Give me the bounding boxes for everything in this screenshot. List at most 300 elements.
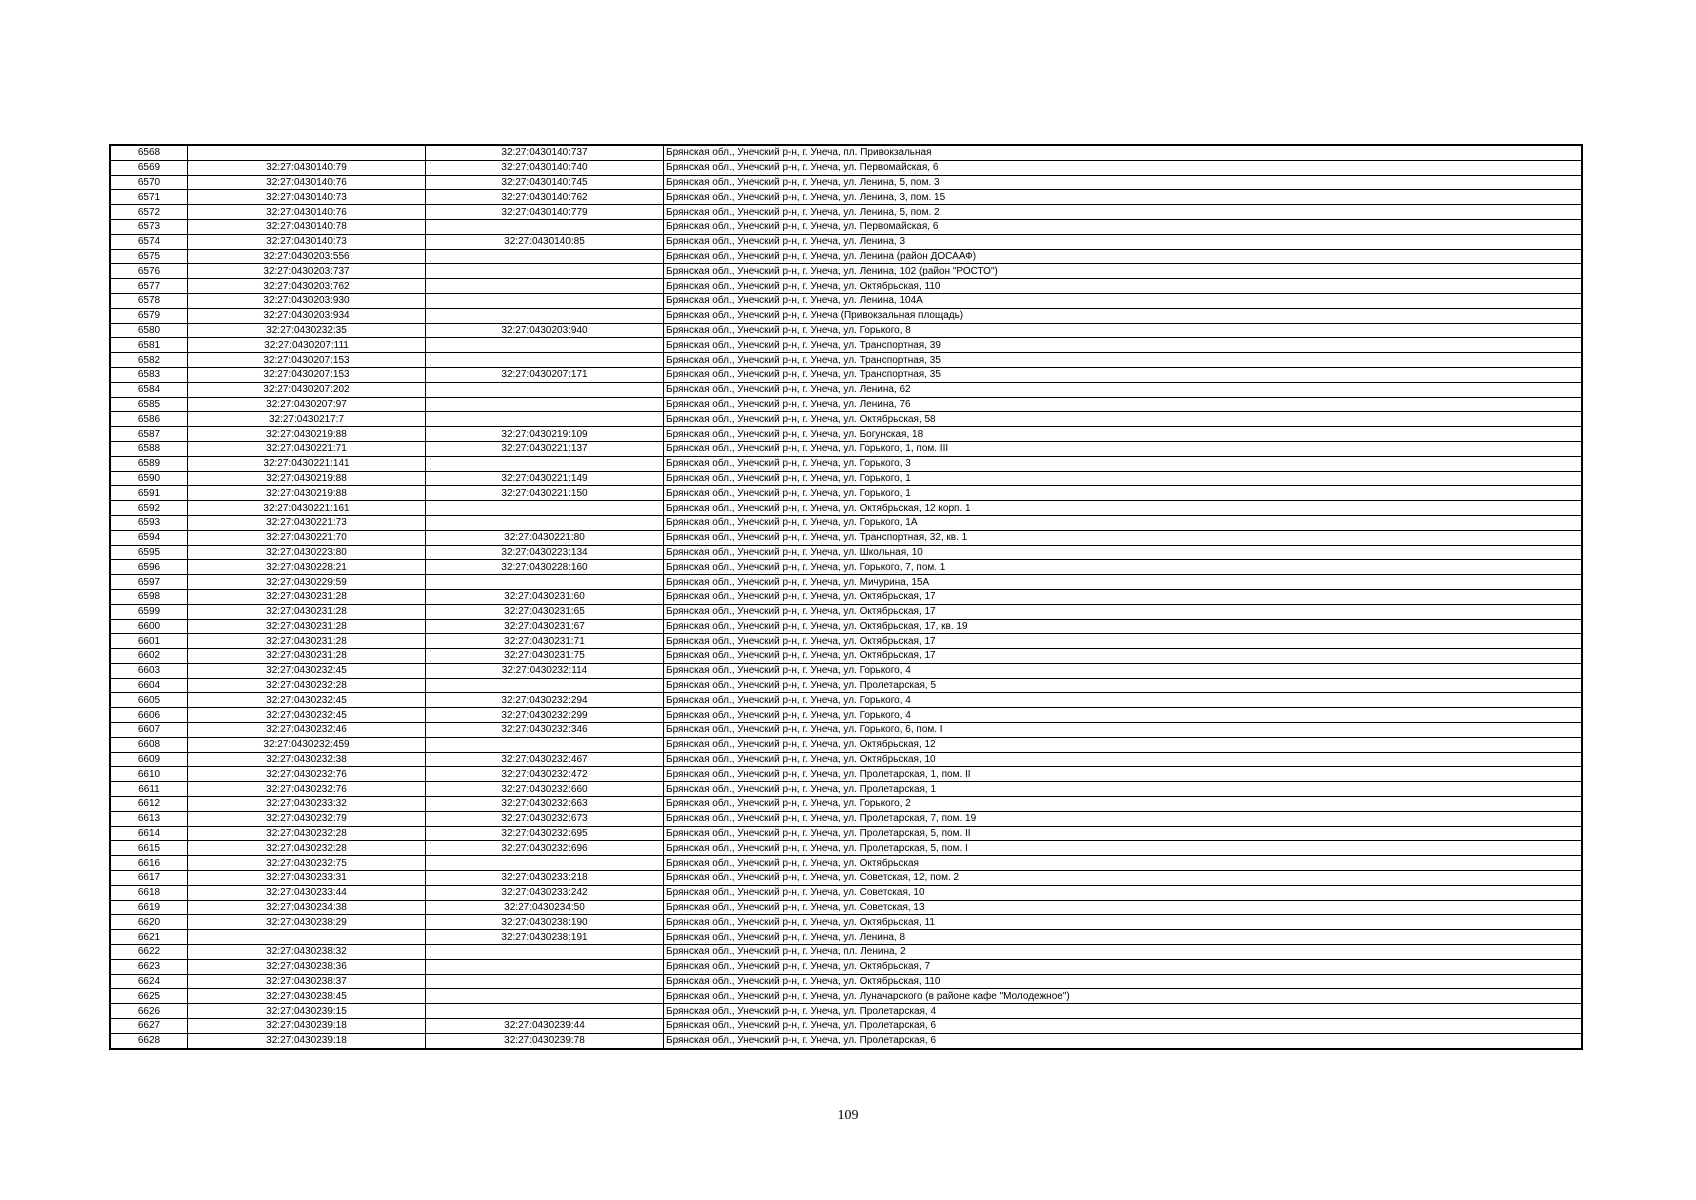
address-cell: Брянская обл., Унечский р-н, г. Унеча, ул. Школьная, 10	[664, 545, 1583, 560]
table-row	[110, 560, 1582, 575]
table-row	[110, 959, 1582, 974]
parcel-cadastral-number-cell: 32:27:0430140:76	[188, 175, 426, 190]
address-cell: Брянская обл., Унечский р-н, г. Унеча, ул. Первомайская, 6	[664, 160, 1583, 175]
parcel-cadastral-number-cell	[188, 145, 426, 160]
row-number-cell: 6568	[110, 145, 188, 160]
table-row	[110, 797, 1582, 812]
object-cadastral-number-cell	[426, 308, 664, 323]
table-row	[110, 604, 1582, 619]
parcel-cadastral-number-cell: 32:27:0430229:59	[188, 575, 426, 590]
table-row	[110, 279, 1582, 294]
row-number-cell: 6576	[110, 264, 188, 279]
object-cadastral-number-cell: 32:27:0430228:160	[426, 560, 664, 575]
parcel-cadastral-number-cell: 32:27:0430207:97	[188, 397, 426, 412]
row-number-cell: 6626	[110, 1004, 188, 1019]
address-cell: Брянская обл., Унечский р-н, г. Унеча, ул. Октябрьская, 17	[664, 604, 1583, 619]
row-number-cell: 6628	[110, 1033, 188, 1048]
parcel-cadastral-number-cell: 32:27:0430239:18	[188, 1019, 426, 1034]
table-row	[110, 826, 1582, 841]
row-number-cell: 6605	[110, 693, 188, 708]
address-cell: Брянская обл., Унечский р-н, г. Унеча, пл. Ленина, 2	[664, 945, 1583, 960]
row-number-cell: 6621	[110, 930, 188, 945]
row-number-cell: 6593	[110, 515, 188, 530]
table-row	[110, 575, 1582, 590]
parcel-cadastral-number-cell: 32:27:0430231:28	[188, 589, 426, 604]
row-number-cell: 6600	[110, 619, 188, 634]
object-cadastral-number-cell: 32:27:0430238:191	[426, 930, 664, 945]
object-cadastral-number-cell: 32:27:0430221:150	[426, 486, 664, 501]
row-number-cell: 6602	[110, 649, 188, 664]
parcel-cadastral-number-cell: 32:27:0430231:28	[188, 604, 426, 619]
table-row	[110, 397, 1582, 412]
row-number-cell: 6619	[110, 900, 188, 915]
object-cadastral-number-cell: 32:27:0430207:171	[426, 367, 664, 382]
object-cadastral-number-cell	[426, 353, 664, 368]
object-cadastral-number-cell: 32:27:0430221:80	[426, 530, 664, 545]
table-row	[110, 1004, 1582, 1019]
table-row	[110, 515, 1582, 530]
address-cell: Брянская обл., Унечский р-н, г. Унеча, ул. Горького, 4	[664, 663, 1583, 678]
table-row	[110, 619, 1582, 634]
parcel-cadastral-number-cell: 32:27:0430217:7	[188, 412, 426, 427]
address-cell: Брянская обл., Унечский р-н, г. Унеча, ул. Советская, 10	[664, 885, 1583, 900]
table-row	[110, 974, 1582, 989]
table-row	[110, 441, 1582, 456]
table-row	[110, 900, 1582, 915]
object-cadastral-number-cell: 32:27:0430233:218	[426, 871, 664, 886]
row-number-cell: 6620	[110, 915, 188, 930]
row-number-cell: 6607	[110, 723, 188, 738]
address-cell: Брянская обл., Унечский р-н, г. Унеча, ул. Пролетарская, 6	[664, 1019, 1583, 1034]
parcel-cadastral-number-cell: 32:27:0430232:76	[188, 782, 426, 797]
address-cell: Брянская обл., Унечский р-н, г. Унеча, ул. Пролетарская, 6	[664, 1033, 1583, 1048]
address-cell: Брянская обл., Унечский р-н, г. Унеча, ул. Октябрьская, 110	[664, 974, 1583, 989]
parcel-cadastral-number-cell: 32:27:0430203:930	[188, 293, 426, 308]
object-cadastral-number-cell	[426, 264, 664, 279]
object-cadastral-number-cell: 32:27:0430232:696	[426, 841, 664, 856]
address-cell: Брянская обл., Унечский р-н, г. Унеча, ул. Октябрьская, 7	[664, 959, 1583, 974]
table-row	[110, 723, 1582, 738]
address-cell: Брянская обл., Унечский р-н, г. Унеча, ул. Пролетарская, 5	[664, 678, 1583, 693]
row-number-cell: 6581	[110, 338, 188, 353]
row-number-cell: 6609	[110, 752, 188, 767]
row-number-cell: 6584	[110, 382, 188, 397]
parcel-cadastral-number-cell: 32:27:0430233:44	[188, 885, 426, 900]
object-cadastral-number-cell	[426, 989, 664, 1004]
parcel-cadastral-number-cell: 32:27:0430140:79	[188, 160, 426, 175]
table-row	[110, 678, 1582, 693]
object-cadastral-number-cell	[426, 219, 664, 234]
table-row	[110, 234, 1582, 249]
parcel-cadastral-number-cell: 32:27:0430223:80	[188, 545, 426, 560]
object-cadastral-number-cell: 32:27:0430232:673	[426, 811, 664, 826]
object-cadastral-number-cell	[426, 412, 664, 427]
row-number-cell: 6615	[110, 841, 188, 856]
object-cadastral-number-cell	[426, 678, 664, 693]
parcel-cadastral-number-cell: 32:27:0430207:153	[188, 367, 426, 382]
address-cell: Брянская обл., Унечский р-н, г. Унеча, ул. Пролетарская, 7, пом. 19	[664, 811, 1583, 826]
object-cadastral-number-cell	[426, 382, 664, 397]
parcel-cadastral-number-cell: 32:27:0430233:31	[188, 871, 426, 886]
table-row	[110, 382, 1582, 397]
table-row	[110, 782, 1582, 797]
parcel-cadastral-number-cell: 32:27:0430231:28	[188, 634, 426, 649]
address-cell: Брянская обл., Унечский р-н, г. Унеча, ул. Горького, 1	[664, 486, 1583, 501]
parcel-cadastral-number-cell: 32:27:0430203:934	[188, 308, 426, 323]
row-number-cell: 6624	[110, 974, 188, 989]
address-cell: Брянская обл., Унечский р-н, г. Унеча, ул. Пролетарская, 1, пом. II	[664, 767, 1583, 782]
table-row	[110, 930, 1582, 945]
parcel-cadastral-number-cell: 32:27:0430203:556	[188, 249, 426, 264]
table-row	[110, 885, 1582, 900]
address-cell: Брянская обл., Унечский р-н, г. Унеча, ул. Пролетарская, 5, пом. I	[664, 841, 1583, 856]
parcel-cadastral-number-cell: 32:27:0430207:111	[188, 338, 426, 353]
object-cadastral-number-cell: 32:27:0430221:149	[426, 471, 664, 486]
address-cell: Брянская обл., Унечский р-н, г. Унеча, ул. Пролетарская, 1	[664, 782, 1583, 797]
table-row	[110, 471, 1582, 486]
table-row	[110, 545, 1582, 560]
parcel-cadastral-number-cell: 32:27:0430228:21	[188, 560, 426, 575]
address-cell: Брянская обл., Унечский р-н, г. Унеча, ул. Ленина, 3	[664, 234, 1583, 249]
table-row	[110, 175, 1582, 190]
row-number-cell: 6577	[110, 279, 188, 294]
row-number-cell: 6614	[110, 826, 188, 841]
row-number-cell: 6601	[110, 634, 188, 649]
table-row	[110, 205, 1582, 220]
table-row	[110, 145, 1582, 160]
address-cell: Брянская обл., Унечский р-н, г. Унеча, ул. Октябрьская, 110	[664, 279, 1583, 294]
address-cell: Брянская обл., Унечский р-н, г. Унеча, ул. Ленина, 76	[664, 397, 1583, 412]
parcel-cadastral-number-cell: 32:27:0430232:75	[188, 856, 426, 871]
table-row	[110, 427, 1582, 442]
parcel-cadastral-number-cell: 32:27:0430203:762	[188, 279, 426, 294]
row-number-cell: 6595	[110, 545, 188, 560]
address-cell: Брянская обл., Унечский р-н, г. Унеча, ул. Горького, 1, пом. III	[664, 441, 1583, 456]
address-cell: Брянская обл., Унечский р-н, г. Унеча, ул. Мичурина, 15А	[664, 575, 1583, 590]
parcel-cadastral-number-cell: 32:27:0430232:76	[188, 767, 426, 782]
row-number-cell: 6613	[110, 811, 188, 826]
parcel-cadastral-number-cell: 32:27:0430233:32	[188, 797, 426, 812]
parcel-cadastral-number-cell: 32:27:0430221:73	[188, 515, 426, 530]
parcel-cadastral-number-cell: 32:27:0430234:38	[188, 900, 426, 915]
address-cell: Брянская обл., Унечский р-н, г. Унеча, ул. Ленина, 5, пом. 3	[664, 175, 1583, 190]
parcel-cadastral-number-cell: 32:27:0430232:28	[188, 678, 426, 693]
object-cadastral-number-cell	[426, 856, 664, 871]
object-cadastral-number-cell: 32:27:0430238:190	[426, 915, 664, 930]
address-cell: Брянская обл., Унечский р-н, г. Унеча, ул. Горького, 4	[664, 693, 1583, 708]
row-number-cell: 6571	[110, 190, 188, 205]
row-number-cell: 6582	[110, 353, 188, 368]
object-cadastral-number-cell	[426, 456, 664, 471]
parcel-cadastral-number-cell: 32:27:0430140:73	[188, 190, 426, 205]
row-number-cell: 6596	[110, 560, 188, 575]
table-row	[110, 589, 1582, 604]
parcel-cadastral-number-cell: 32:27:0430232:45	[188, 663, 426, 678]
row-number-cell: 6599	[110, 604, 188, 619]
address-cell: Брянская обл., Унечский р-н, г. Унеча, ул. Октябрьская, 12	[664, 737, 1583, 752]
row-number-cell: 6594	[110, 530, 188, 545]
cadastral-table	[109, 144, 1583, 1050]
row-number-cell: 6589	[110, 456, 188, 471]
object-cadastral-number-cell: 32:27:0430232:114	[426, 663, 664, 678]
parcel-cadastral-number-cell: 32:27:0430221:161	[188, 501, 426, 516]
object-cadastral-number-cell: 32:27:0430234:50	[426, 900, 664, 915]
parcel-cadastral-number-cell: 32:27:0430221:71	[188, 441, 426, 456]
table-row	[110, 649, 1582, 664]
table-row	[110, 752, 1582, 767]
parcel-cadastral-number-cell: 32:27:0430207:202	[188, 382, 426, 397]
row-number-cell: 6591	[110, 486, 188, 501]
row-number-cell: 6570	[110, 175, 188, 190]
object-cadastral-number-cell	[426, 974, 664, 989]
row-number-cell: 6578	[110, 293, 188, 308]
row-number-cell: 6616	[110, 856, 188, 871]
address-cell: Брянская обл., Унечский р-н, г. Унеча, ул. Ленина (район ДОСААФ)	[664, 249, 1583, 264]
object-cadastral-number-cell	[426, 293, 664, 308]
parcel-cadastral-number-cell: 32:27:0430239:15	[188, 1004, 426, 1019]
row-number-cell: 6592	[110, 501, 188, 516]
address-cell: Брянская обл., Унечский р-н, г. Унеча, ул. Горького, 3	[664, 456, 1583, 471]
address-cell: Брянская обл., Унечский р-н, г. Унеча, ул. Советская, 12, пом. 2	[664, 871, 1583, 886]
address-cell: Брянская обл., Унечский р-н, г. Унеча, ул. Пролетарская, 4	[664, 1004, 1583, 1019]
row-number-cell: 6586	[110, 412, 188, 427]
table-row	[110, 737, 1582, 752]
address-cell: Брянская обл., Унечский р-н, г. Унеча, ул. Горького, 6, пом. I	[664, 723, 1583, 738]
table-row	[110, 530, 1582, 545]
address-cell: Брянская обл., Унечский р-н, г. Унеча, ул. Октябрьская, 58	[664, 412, 1583, 427]
row-number-cell: 6618	[110, 885, 188, 900]
row-number-cell: 6580	[110, 323, 188, 338]
table-body	[110, 145, 1582, 1049]
table-row	[110, 264, 1582, 279]
address-cell: Брянская обл., Унечский р-н, г. Унеча, ул. Первомайская, 6	[664, 219, 1583, 234]
parcel-cadastral-number-cell: 32:27:0430219:88	[188, 486, 426, 501]
row-number-cell: 6610	[110, 767, 188, 782]
row-number-cell: 6627	[110, 1019, 188, 1034]
address-cell: Брянская обл., Унечский р-н, г. Унеча, ул. Горького, 8	[664, 323, 1583, 338]
address-cell: Брянская обл., Унечский р-н, г. Унеча, ул. Транспортная, 35	[664, 367, 1583, 382]
address-cell: Брянская обл., Унечский р-н, г. Унеча, ул. Октябрьская, 17	[664, 589, 1583, 604]
table-row	[110, 412, 1582, 427]
table-row	[110, 871, 1582, 886]
object-cadastral-number-cell: 32:27:0430140:85	[426, 234, 664, 249]
address-cell: Брянская обл., Унечский р-н, г. Унеча, ул. Октябрьская, 11	[664, 915, 1583, 930]
table-row	[110, 915, 1582, 930]
parcel-cadastral-number-cell: 32:27:0430239:18	[188, 1033, 426, 1048]
table-row	[110, 219, 1582, 234]
row-number-cell: 6617	[110, 871, 188, 886]
parcel-cadastral-number-cell: 32:27:0430232:45	[188, 693, 426, 708]
address-cell: Брянская обл., Унечский р-н, г. Унеча, ул. Горького, 7, пом. 1	[664, 560, 1583, 575]
row-number-cell: 6623	[110, 959, 188, 974]
address-cell: Брянская обл., Унечский р-н, г. Унеча, ул. Богунская, 18	[664, 427, 1583, 442]
row-number-cell: 6575	[110, 249, 188, 264]
table-row	[110, 1019, 1582, 1034]
object-cadastral-number-cell: 32:27:0430140:745	[426, 175, 664, 190]
object-cadastral-number-cell: 32:27:0430231:60	[426, 589, 664, 604]
object-cadastral-number-cell: 32:27:0430231:71	[426, 634, 664, 649]
address-cell: Брянская обл., Унечский р-н, г. Унеча, ул. Горького, 4	[664, 708, 1583, 723]
parcel-cadastral-number-cell: 32:27:0430232:28	[188, 826, 426, 841]
object-cadastral-number-cell	[426, 249, 664, 264]
parcel-cadastral-number-cell: 32:27:0430238:29	[188, 915, 426, 930]
object-cadastral-number-cell	[426, 575, 664, 590]
object-cadastral-number-cell: 32:27:0430140:762	[426, 190, 664, 205]
row-number-cell: 6590	[110, 471, 188, 486]
table-row	[110, 708, 1582, 723]
parcel-cadastral-number-cell: 32:27:0430221:141	[188, 456, 426, 471]
table-row	[110, 693, 1582, 708]
row-number-cell: 6622	[110, 945, 188, 960]
table-row	[110, 293, 1582, 308]
table-row	[110, 856, 1582, 871]
address-cell: Брянская обл., Унечский р-н, г. Унеча, ул. Ленина, 5, пом. 2	[664, 205, 1583, 220]
object-cadastral-number-cell: 32:27:0430232:467	[426, 752, 664, 767]
parcel-cadastral-number-cell: 32:27:0430140:78	[188, 219, 426, 234]
address-cell: Брянская обл., Унечский р-н, г. Унеча, ул. Пролетарская, 5, пом. II	[664, 826, 1583, 841]
table-row	[110, 190, 1582, 205]
row-number-cell: 6608	[110, 737, 188, 752]
object-cadastral-number-cell: 32:27:0430232:663	[426, 797, 664, 812]
row-number-cell: 6574	[110, 234, 188, 249]
table-row	[110, 323, 1582, 338]
address-cell: Брянская обл., Унечский р-н, г. Унеча, ул. Горького, 1А	[664, 515, 1583, 530]
parcel-cadastral-number-cell: 32:27:0430232:46	[188, 723, 426, 738]
address-cell: Брянская обл., Унечский р-н, г. Унеча, ул. Октябрьская, 12 корп. 1	[664, 501, 1583, 516]
parcel-cadastral-number-cell: 32:27:0430203:737	[188, 264, 426, 279]
address-cell: Брянская обл., Унечский р-н, г. Унеча, ул. Транспортная, 39	[664, 338, 1583, 353]
row-number-cell: 6604	[110, 678, 188, 693]
object-cadastral-number-cell: 32:27:0430231:75	[426, 649, 664, 664]
address-cell: Брянская обл., Унечский р-н, г. Унеча (Привокзальная площадь)	[664, 308, 1583, 323]
row-number-cell: 6598	[110, 589, 188, 604]
parcel-cadastral-number-cell: 32:27:0430231:28	[188, 619, 426, 634]
table-row	[110, 249, 1582, 264]
table-row	[110, 367, 1582, 382]
object-cadastral-number-cell	[426, 1004, 664, 1019]
parcel-cadastral-number-cell: 32:27:0430221:70	[188, 530, 426, 545]
row-number-cell: 6587	[110, 427, 188, 442]
address-cell: Брянская обл., Унечский р-н, г. Унеча, ул. Октябрьская, 10	[664, 752, 1583, 767]
object-cadastral-number-cell: 32:27:0430232:660	[426, 782, 664, 797]
table-row	[110, 767, 1582, 782]
object-cadastral-number-cell: 32:27:0430233:242	[426, 885, 664, 900]
row-number-cell: 6603	[110, 663, 188, 678]
object-cadastral-number-cell	[426, 959, 664, 974]
table-row	[110, 663, 1582, 678]
table-row	[110, 456, 1582, 471]
address-cell: Брянская обл., Унечский р-н, г. Унеча, ул. Ленина, 102 (район "РОСТО")	[664, 264, 1583, 279]
address-cell: Брянская обл., Унечский р-н, г. Унеча, ул. Ленина, 3, пом. 15	[664, 190, 1583, 205]
table-row	[110, 501, 1582, 516]
address-cell: Брянская обл., Унечский р-н, г. Унеча, ул. Ленина, 104А	[664, 293, 1583, 308]
object-cadastral-number-cell	[426, 397, 664, 412]
address-cell: Брянская обл., Унечский р-н, г. Унеча, пл. Привокзальная	[664, 145, 1583, 160]
address-cell: Брянская обл., Унечский р-н, г. Унеча, ул. Октябрьская	[664, 856, 1583, 871]
parcel-cadastral-number-cell: 32:27:0430219:88	[188, 471, 426, 486]
object-cadastral-number-cell	[426, 279, 664, 294]
row-number-cell: 6572	[110, 205, 188, 220]
parcel-cadastral-number-cell: 32:27:0430232:28	[188, 841, 426, 856]
object-cadastral-number-cell: 32:27:0430232:695	[426, 826, 664, 841]
row-number-cell: 6611	[110, 782, 188, 797]
row-number-cell: 6585	[110, 397, 188, 412]
row-number-cell: 6583	[110, 367, 188, 382]
address-cell: Брянская обл., Унечский р-н, г. Унеча, ул. Ленина, 62	[664, 382, 1583, 397]
table-row	[110, 811, 1582, 826]
address-cell: Брянская обл., Унечский р-н, г. Унеча, ул. Транспортная, 32, кв. 1	[664, 530, 1583, 545]
row-number-cell: 6606	[110, 708, 188, 723]
table-row	[110, 353, 1582, 368]
object-cadastral-number-cell: 32:27:0430239:44	[426, 1019, 664, 1034]
parcel-cadastral-number-cell: 32:27:0430238:32	[188, 945, 426, 960]
row-number-cell: 6625	[110, 989, 188, 1004]
object-cadastral-number-cell: 32:27:0430140:737	[426, 145, 664, 160]
table-row	[110, 338, 1582, 353]
address-cell: Брянская обл., Унечский р-н, г. Унеча, ул. Октябрьская, 17	[664, 634, 1583, 649]
table-row	[110, 160, 1582, 175]
object-cadastral-number-cell: 32:27:0430223:134	[426, 545, 664, 560]
object-cadastral-number-cell	[426, 737, 664, 752]
object-cadastral-number-cell: 32:27:0430140:779	[426, 205, 664, 220]
object-cadastral-number-cell: 32:27:0430232:294	[426, 693, 664, 708]
parcel-cadastral-number-cell: 32:27:0430231:28	[188, 649, 426, 664]
object-cadastral-number-cell: 32:27:0430231:67	[426, 619, 664, 634]
object-cadastral-number-cell: 32:27:0430203:940	[426, 323, 664, 338]
row-number-cell: 6579	[110, 308, 188, 323]
parcel-cadastral-number-cell	[188, 930, 426, 945]
object-cadastral-number-cell	[426, 515, 664, 530]
table-row	[110, 308, 1582, 323]
table-row	[110, 989, 1582, 1004]
page-number: 109	[837, 1108, 859, 1123]
parcel-cadastral-number-cell: 32:27:0430207:153	[188, 353, 426, 368]
parcel-cadastral-number-cell: 32:27:0430232:35	[188, 323, 426, 338]
object-cadastral-number-cell: 32:27:0430232:472	[426, 767, 664, 782]
parcel-cadastral-number-cell: 32:27:0430232:459	[188, 737, 426, 752]
object-cadastral-number-cell	[426, 338, 664, 353]
parcel-cadastral-number-cell: 32:27:0430232:45	[188, 708, 426, 723]
address-cell: Брянская обл., Унечский р-н, г. Унеча, ул. Советская, 13	[664, 900, 1583, 915]
row-number-cell: 6569	[110, 160, 188, 175]
parcel-cadastral-number-cell: 32:27:0430219:88	[188, 427, 426, 442]
row-number-cell: 6588	[110, 441, 188, 456]
parcel-cadastral-number-cell: 32:27:0430140:76	[188, 205, 426, 220]
object-cadastral-number-cell: 32:27:0430239:78	[426, 1033, 664, 1048]
table-row	[110, 486, 1582, 501]
address-cell: Брянская обл., Унечский р-н, г. Унеча, ул. Транспортная, 35	[664, 353, 1583, 368]
table-row	[110, 841, 1582, 856]
address-cell: Брянская обл., Унечский р-н, г. Унеча, ул. Октябрьская, 17	[664, 649, 1583, 664]
address-cell: Брянская обл., Унечский р-н, г. Унеча, ул. Горького, 1	[664, 471, 1583, 486]
address-cell: Брянская обл., Унечский р-н, г. Унеча, ул. Луначарского (в районе кафе "Молодежное")	[664, 989, 1583, 1004]
parcel-cadastral-number-cell: 32:27:0430238:36	[188, 959, 426, 974]
object-cadastral-number-cell: 32:27:0430221:137	[426, 441, 664, 456]
row-number-cell: 6573	[110, 219, 188, 234]
object-cadastral-number-cell: 32:27:0430140:740	[426, 160, 664, 175]
address-cell: Брянская обл., Унечский р-н, г. Унеча, ул. Октябрьская, 17, кв. 19	[664, 619, 1583, 634]
object-cadastral-number-cell: 32:27:0430232:346	[426, 723, 664, 738]
table-row	[110, 634, 1582, 649]
parcel-cadastral-number-cell: 32:27:0430232:79	[188, 811, 426, 826]
table-row	[110, 1033, 1582, 1048]
object-cadastral-number-cell: 32:27:0430219:109	[426, 427, 664, 442]
row-number-cell: 6612	[110, 797, 188, 812]
object-cadastral-number-cell: 32:27:0430232:299	[426, 708, 664, 723]
address-cell: Брянская обл., Унечский р-н, г. Унеча, ул. Горького, 2	[664, 797, 1583, 812]
parcel-cadastral-number-cell: 32:27:0430238:45	[188, 989, 426, 1004]
table-row	[110, 945, 1582, 960]
